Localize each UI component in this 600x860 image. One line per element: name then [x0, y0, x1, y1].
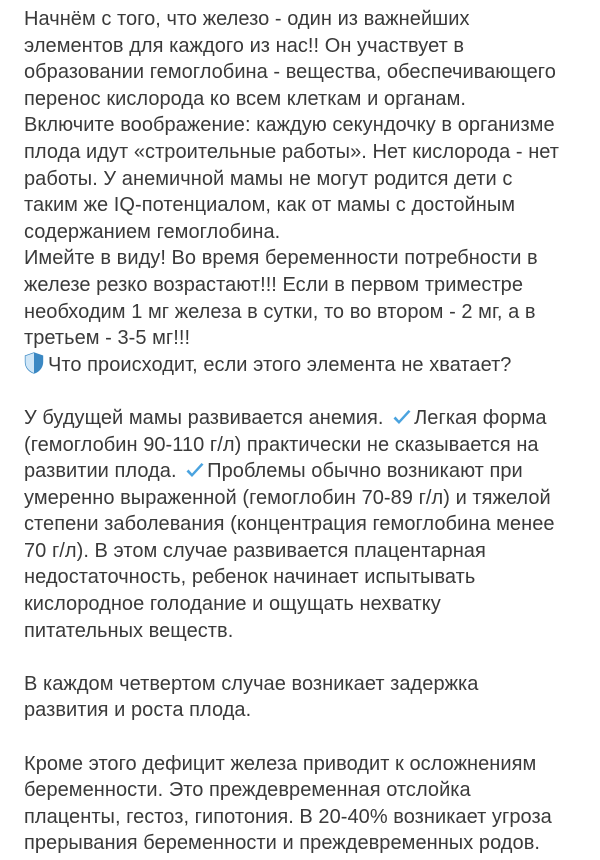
shield-icon — [24, 352, 44, 374]
text-line: развития и роста плода. — [24, 699, 252, 722]
text-line: недостаточность, ребенок начинает испытывать — [24, 566, 476, 589]
text-line: плаценты, гестоз, гипотония. В 20-40% возникает угроза — [24, 805, 552, 828]
question-line — [24, 352, 584, 379]
text-line: необходим 1 мг железа в сутки, то во втором - 2 мг, а в — [24, 300, 536, 323]
text-line: прерывания беременности и преждевременных родов. — [24, 832, 540, 855]
text-line: питательных веществ. — [24, 619, 234, 642]
post-text — [24, 6, 584, 857]
text-fragment: развитии плода. — [24, 460, 183, 483]
text-line — [24, 458, 584, 485]
text-line: плода идут «строительные работы». Нет кислорода - нет — [24, 140, 560, 163]
text-line: В каждом четвертом случае возникает задержка — [24, 672, 479, 695]
text-line: работы. У анемичной мамы не могут родится дети с — [24, 167, 513, 190]
text-line: образовании гемоглобина - вещества, обеспечивающего — [24, 61, 556, 84]
text-line: перенос кислорода ко всем клеткам и органам. — [24, 87, 467, 110]
text-line: (гемоглобин 90-110 г/л) практически не сказывается на — [24, 433, 539, 456]
check-mark-icon — [185, 462, 205, 480]
text-line: Включите воображение: каждую секундочку в организме — [24, 114, 555, 137]
text-line: железе резко возрастают!!! Если в первом триместре — [24, 273, 524, 296]
text-fragment: Легкая форма — [414, 406, 547, 429]
text-line: Начнём с того, что железо - один из важнейших — [24, 8, 470, 30]
text-line: третьем - 3-5 мг!!! — [24, 327, 191, 350]
text-line: умеренно выраженной (гемоглобин 70-89 г/л) и тяжелой — [24, 486, 551, 509]
text-fragment: Проблемы обычно возникают при — [207, 460, 523, 483]
text-line — [24, 405, 584, 432]
text-line: беременности. Это преждевременная отслойка — [24, 779, 471, 802]
text-line: Кроме этого дефицит железа приводит к осложнениям — [24, 752, 537, 775]
spacer — [24, 644, 584, 671]
text-line: элементов для каждого из нас!! Он участвует в — [24, 34, 465, 57]
spacer — [24, 378, 584, 405]
question-text: Что происходит, если этого элемента не хватает? — [48, 353, 512, 376]
check-mark-icon — [392, 409, 412, 427]
text-line: 70 г/л). В этом случае развивается плацентарная — [24, 539, 486, 562]
spacer — [24, 724, 584, 751]
text-line: содержанием гемоглобина. — [24, 220, 281, 243]
text-line: Имейте в виду! Во время беременности потребности в — [24, 247, 538, 270]
text-line: кислородное голодание и ощущать нехватку — [24, 593, 441, 616]
text-line: степени заболевания (концентрация гемоглобина менее — [24, 513, 555, 536]
text-line: таким же IQ-потенциалом, как от мамы с достойным — [24, 194, 516, 217]
text-fragment: У будущей мамы развивается анемия. — [24, 406, 390, 429]
